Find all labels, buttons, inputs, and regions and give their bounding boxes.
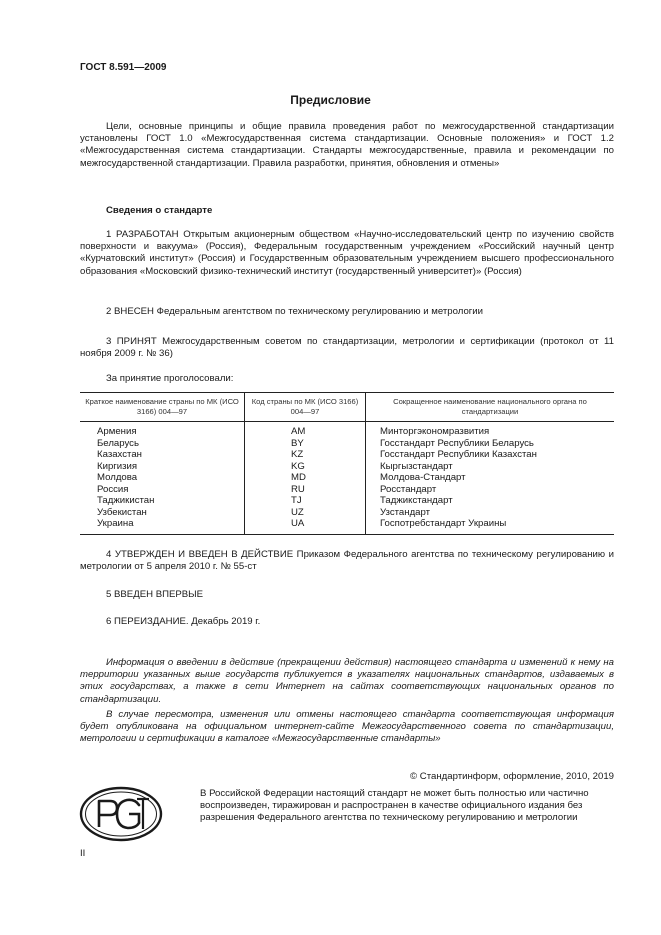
table-row (80, 449, 614, 461)
country-name: Казахстан (97, 449, 142, 460)
country-name: Молдова (97, 472, 138, 483)
standards-body: Минторгэкономразвития (366, 422, 615, 438)
copyright-line: © Стандартинформ, оформление, 2010, 2019 (410, 771, 614, 782)
country-code: UA (245, 518, 366, 534)
standards-body: Госстандарт Республики Казахстан (366, 449, 615, 461)
standards-body: Госстандарт Республики Беларусь (366, 438, 615, 450)
header-standards-body: Сокращенное наименование национального органа по стандартизации (366, 393, 615, 422)
document-number: ГОСТ 8.591—2009 (80, 62, 167, 73)
country-name: Украина (80, 518, 245, 534)
preface-title: Предисловие (290, 93, 371, 107)
country-name: Узбекистан (97, 506, 147, 518)
country-code: RU (245, 484, 366, 496)
item-introduced: 5 ВВЕДЕН ВПЕРВЫЕ (106, 589, 204, 600)
notice-revision: В случае пересмотра, изменения или отмены настоящего стандарта соответствующая информация будет опубликована на официальном интернет-сайте Межгосударственного совета по стандартизации, метрологии и сертификации в каталоге «Межгосударственные стандарты» (80, 709, 614, 745)
country-code: KZ (245, 449, 366, 461)
voted-label: За принятие проголосовали: (106, 373, 234, 384)
table-row (80, 472, 614, 484)
country-code: KG (245, 461, 366, 473)
table-row (80, 422, 614, 438)
country-name: Таджикистан (97, 495, 155, 506)
member-states-table (80, 392, 614, 535)
table-header-row (80, 393, 614, 422)
country-name: Киргизия (97, 460, 138, 472)
table-row (80, 495, 614, 507)
country-code: UZ (245, 507, 366, 519)
table-row (80, 438, 614, 450)
standards-body: Госпотребстандарт Украины (366, 518, 615, 534)
standard-info-heading: Сведения о стандарте (106, 205, 213, 216)
country-code: TJ (245, 495, 366, 507)
reproduction-notice: В Российской Федерации настоящий стандарт не может быть полностью или частично воспроизведен, тиражирован и распространен в качестве официального издания без разрешения Федерального агентства по техническому регулированию и метрологии (200, 788, 589, 824)
header-country-code: Код страны по МК (ИСО 3166) 004—97 (245, 393, 366, 422)
table-row (80, 507, 614, 519)
standards-body: Узстандарт (366, 507, 615, 519)
country-code: BY (245, 438, 366, 450)
standards-body: Таджикстандарт (366, 495, 615, 507)
country-code: AM (245, 422, 366, 438)
table-row (80, 461, 614, 473)
country-name: Армения (97, 426, 137, 437)
table-row (80, 518, 614, 534)
item-developed: 1 РАЗРАБОТАН Открытым акционерным обществом «Научно-исследовательский центр по изучению свойств поверхности и вакуума» (Россия), Федеральным государственным учреждением «Российский научный центр «Курчатовский институт» (Россия) и Государственным образовательным учреждением высшего профессионального образования «Московский физико-технический институт (государственный университет)» (Россия) (80, 229, 614, 277)
standards-body: Кыргызстандарт (366, 461, 615, 473)
standards-body: Росстандарт (366, 484, 615, 496)
page-number: II (80, 848, 86, 859)
standards-body: Молдова-Стандарт (366, 472, 615, 484)
item-approved: 4 УТВЕРЖДЕН И ВВЕДЕН В ДЕЙСТВИЕ Приказом Федерального агентства по техническому регулированию и метрологии от 5 апреля 2010 г. № 55-ст (80, 549, 614, 573)
rst-logo-icon (79, 786, 163, 842)
item-reissue: 6 ПЕРЕИЗДАНИЕ. Декабрь 2019 г. (106, 616, 261, 627)
preface-intro: Цели, основные принципы и общие правила проведения работ по межгосударственной стандартизации установлены ГОСТ 1.0 «Межгосударственная система стандартизации. Основные положения» и ГОСТ 1.2 «Межгосударственная система стандартизации. Стандарты межгосударственные, правила и рекомендации по межгосударственной стандартизации. Правила разработки, принятия, обновления и отмены» (80, 121, 614, 169)
country-code: MD (245, 472, 366, 484)
notice-info: Информация о введении в действие (прекращении действия) настоящего стандарта и изменений к нему на территории указанных выше государств публикуется в указателях национальных стандартов, издаваемых в этих государствах, а также в сети Интернет на сайтах соответствующих национальных органов по стандартизации. (80, 657, 614, 705)
header-country-name: Краткое наименование страны по МК (ИСО 3166) 004—97 (80, 393, 245, 422)
item-submitted: 2 ВНЕСЕН Федеральным агентством по техническому регулированию и метрологии (106, 306, 484, 317)
country-name: Беларусь (97, 437, 139, 449)
table-row (80, 484, 614, 496)
country-name: Россия (97, 483, 129, 495)
item-adopted: 3 ПРИНЯТ Межгосударственным советом по стандартизации, метрологии и сертификации (протокол от 11 ноября 2009 г. № 36) (80, 336, 614, 360)
